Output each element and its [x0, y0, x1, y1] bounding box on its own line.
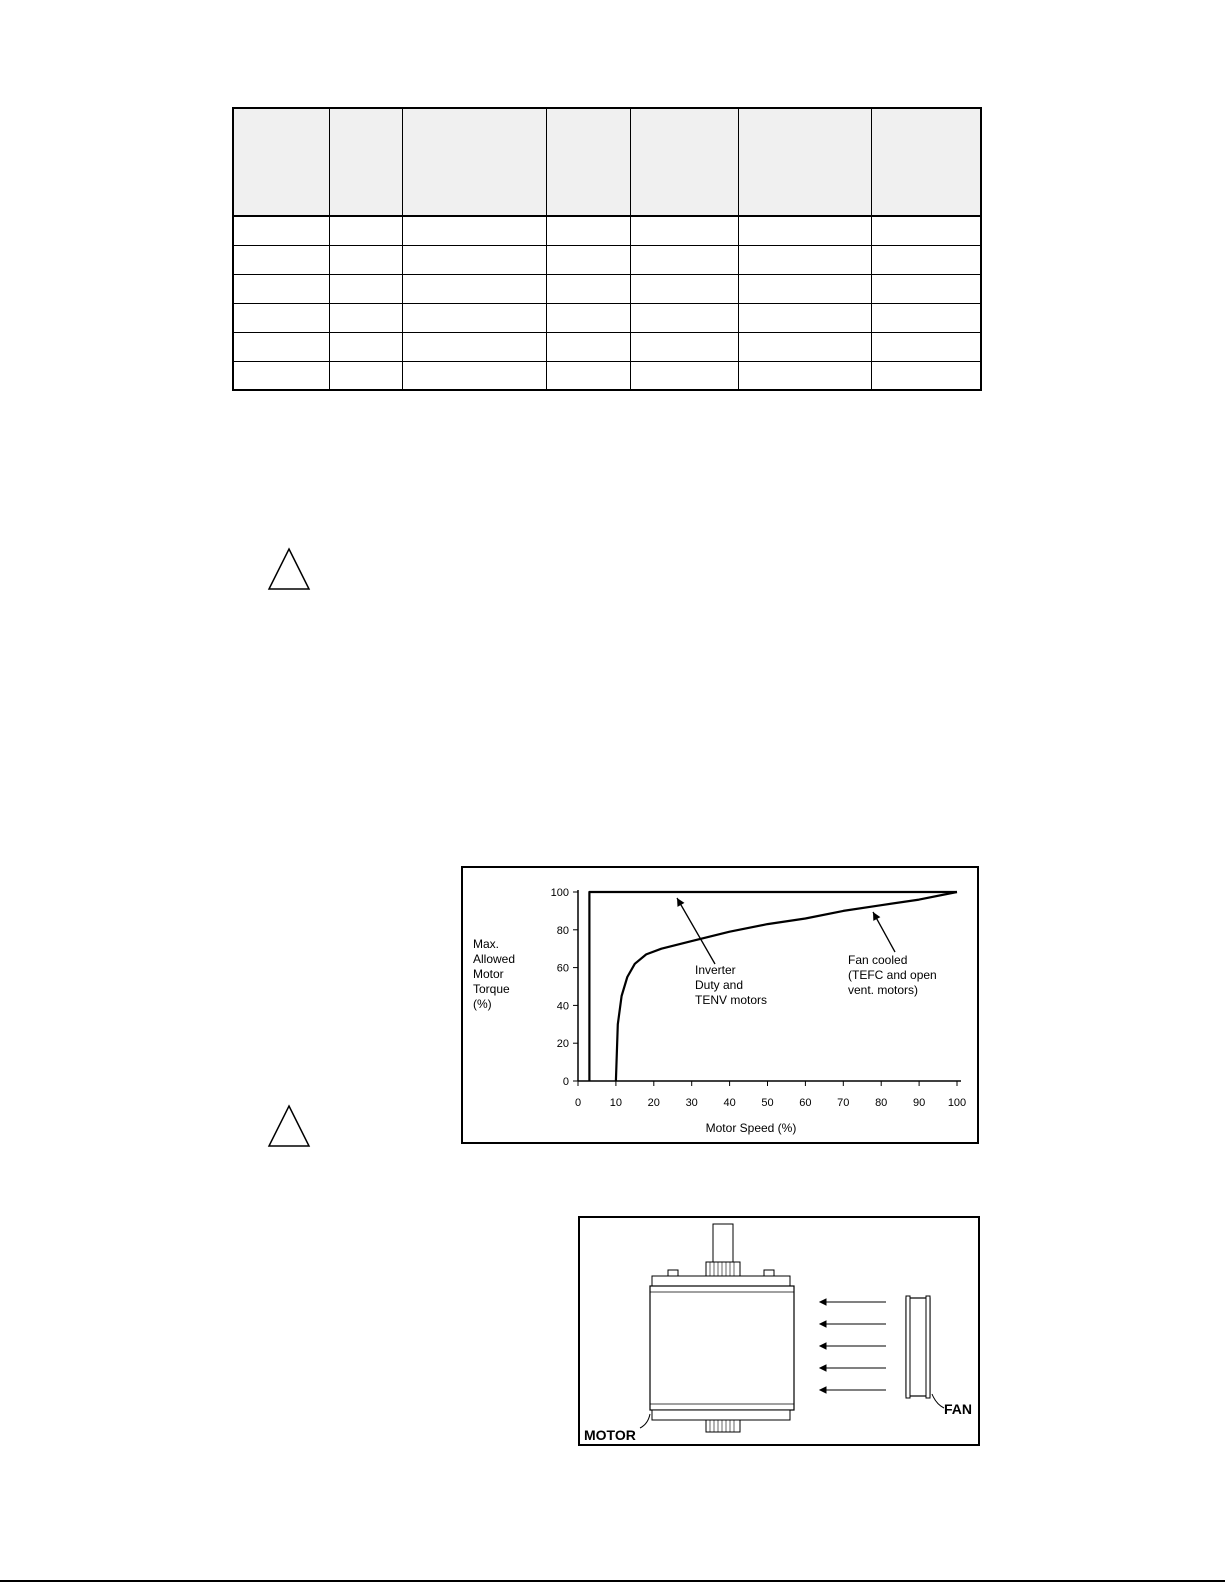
annotation-text-line: (TEFC and open [848, 968, 937, 982]
table-cell [738, 216, 871, 245]
spec-table [232, 107, 982, 391]
table-cell [329, 361, 402, 390]
annotation-arrow-line [677, 898, 715, 964]
table-cell [402, 245, 546, 274]
table-row [233, 245, 981, 274]
table-cell [630, 274, 738, 303]
annotation-text-line: vent. motors) [848, 983, 919, 997]
warning-triangle-icon [267, 1104, 311, 1148]
table-cell [630, 245, 738, 274]
table-cell [630, 303, 738, 332]
y-tick-label: 60 [556, 962, 569, 975]
page-bottom-rule [0, 1580, 1225, 1582]
table-cell [233, 361, 329, 390]
header-cell [546, 108, 630, 216]
table-cell [402, 216, 546, 245]
y-tick-label: 0 [562, 1076, 569, 1088]
y-tick-label: 100 [550, 887, 569, 899]
y-axis-label-line: Allowed [473, 952, 516, 966]
x-tick-label: 100 [947, 1097, 967, 1109]
table-cell [871, 274, 981, 303]
table-row [233, 303, 981, 332]
table-cell [630, 361, 738, 390]
motor-top-bearing [706, 1262, 740, 1276]
table-cell [871, 361, 981, 390]
motor-shaft [713, 1224, 733, 1264]
table-cell [402, 303, 546, 332]
table-row [233, 332, 981, 361]
motor-fan-diagram [578, 1216, 980, 1446]
annotation-text-line: TENV motors [695, 993, 768, 1007]
header-cell [233, 108, 329, 216]
table-cell [329, 303, 402, 332]
table-cell [871, 332, 981, 361]
x-tick-label: 90 [912, 1097, 926, 1109]
header-cell [738, 108, 871, 216]
x-axis-label: Motor Speed (%) [705, 1121, 797, 1135]
y-tick-label: 40 [556, 1000, 569, 1013]
table-cell [329, 274, 402, 303]
table-cell [738, 245, 871, 274]
annotation-text-line: Inverter [695, 963, 736, 977]
table-row [233, 361, 981, 390]
table-cell [630, 332, 738, 361]
table-cell [546, 245, 630, 274]
y-axis-label [473, 937, 515, 1011]
fan-shape [906, 1296, 930, 1398]
table-cell [329, 216, 402, 245]
x-tick-label: 10 [609, 1097, 623, 1109]
table-row [233, 216, 981, 245]
motor-top-endcap [652, 1276, 790, 1286]
header-cell [402, 108, 546, 216]
x-tick-label: 70 [837, 1097, 850, 1109]
chart-svg [463, 868, 977, 1142]
torque-speed-chart [461, 866, 979, 1144]
motor-diagram-svg [580, 1218, 978, 1444]
table-cell [546, 216, 630, 245]
bolt [764, 1270, 774, 1276]
table-cell [329, 332, 402, 361]
x-tick-label: 50 [761, 1097, 774, 1109]
table-cell [738, 361, 871, 390]
table-cell [738, 332, 871, 361]
header-cell [630, 108, 738, 216]
y-axis-label-line: (%) [473, 997, 492, 1011]
table-cell [329, 245, 402, 274]
airflow-arrows [820, 1299, 886, 1393]
x-tick-label: 0 [574, 1097, 582, 1109]
table-cell [233, 245, 329, 274]
table-cell [546, 361, 630, 390]
header-cell [329, 108, 402, 216]
y-tick-label: 20 [556, 1038, 569, 1051]
chart-annotations [677, 898, 937, 1007]
motor-label: MOTOR [584, 1427, 636, 1443]
table-cell [233, 303, 329, 332]
y-axis-label-line: Torque [473, 982, 510, 996]
y-axis-label-line: Max. [473, 937, 500, 951]
table-cell [871, 303, 981, 332]
bolt [668, 1270, 678, 1276]
warning-triangle-icon [267, 547, 311, 591]
table-cell [871, 216, 981, 245]
table-cell [402, 332, 546, 361]
table-header-row [233, 108, 981, 216]
table-cell [233, 274, 329, 303]
motor-bottom-endcap [652, 1410, 790, 1420]
table-cell [546, 274, 630, 303]
motor-bottom-bearing [706, 1420, 740, 1432]
fan-leader [932, 1394, 944, 1408]
y-tick-label: 80 [556, 924, 569, 937]
x-tick-label: 60 [799, 1097, 812, 1109]
table-cell [738, 274, 871, 303]
table-cell [871, 245, 981, 274]
table-cell [233, 332, 329, 361]
table-cell [546, 303, 630, 332]
table-cell [233, 216, 329, 245]
annotation-text-line: Duty and [695, 978, 744, 992]
table-cell [402, 274, 546, 303]
table-cell [630, 216, 738, 245]
x-tick-label: 80 [875, 1097, 888, 1109]
table-cell [402, 361, 546, 390]
fan-label: FAN [944, 1401, 972, 1417]
x-tick-label: 40 [723, 1097, 736, 1109]
header-cell [871, 108, 981, 216]
y-axis-label-line: Motor [473, 967, 504, 981]
motor-leader [640, 1414, 650, 1428]
table-cell [738, 303, 871, 332]
annotation-text-line: Fan cooled [848, 953, 908, 967]
x-tick-label: 30 [685, 1097, 698, 1109]
table-row [233, 274, 981, 303]
motor-body [650, 1286, 794, 1410]
x-tick-label: 20 [647, 1097, 660, 1109]
table-cell [546, 332, 630, 361]
